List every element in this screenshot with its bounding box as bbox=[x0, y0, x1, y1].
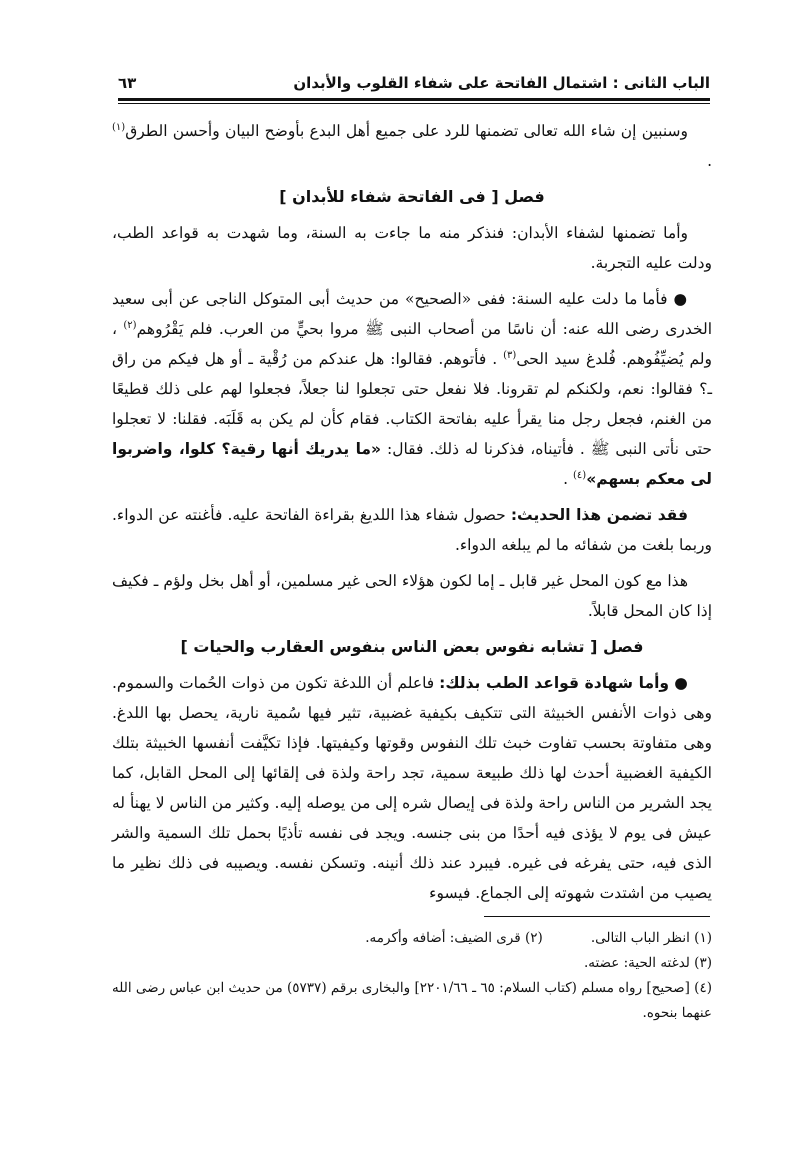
paragraph-1: وسنبين إن شاء الله تعالى تضمنها للرد على جميع أهل البدع بأوضح البيان وأحسن الطرق$^{(١)}$ . bbox=[112, 121, 712, 170]
section-heading-1: فصل [ فى الفاتحة شفاء للأبدان ] bbox=[279, 187, 545, 206]
paragraph-3: ● فأما ما دلت عليه السنة: ففى «الصحيح» من حديث أبى المتوكل الناجى عن أبى سعيد الخدرى رضى الله عنه: أن ناسًا من أصحاب النبى ﷺ مروا بحيٍّ من العرب. فلم يَقْرُوهم$^{(٢)}$ ، ولم يُضيِّفُوهم. فُلدغ سيد الحى$^{(٣)}$ . فأتوهم. فقالوا: هل عندكم من رُقْية ـ أو هل فيكم من راق ـ؟ فقالوا: نعم، ولكنكم لم تقرونا. فلا نفعل حتى تجعلوا لنا جعلاً، فجعلوا لهم على ذلك قطيعًا من الغنم، فجعل رجل منا يقرأ عليه بفاتحة الكتاب. فقام كأن لم يكن به قَلَبَه. فقلنا: لا تعجلوا حتى نأتى النبى ﷺ . فأتيناه، فذكرنا له ذلك. فقال: «ما يدريك أنها رقية؟ كلوا، واضربوا لى معكم بسهم»$^{(٤)}$ . bbox=[112, 290, 713, 488]
paragraph-2: وأما تضمنها لشفاء الأبدان: فنذكر منه ما جاءت به السنة، وما شهدت به قواعد الطب، ودلت عليه التجربة. bbox=[112, 224, 712, 272]
footnote-row bbox=[112, 926, 712, 951]
footnote-4: (٤) [صحيح] رواه مسلم (كتاب السلام: ٦٥ ـ ٢٢٠١/٦٦] والبخارى برقم (٥٧٣٧) من حديث ابن عباس رضى الله عنهما بنحوه. bbox=[112, 980, 712, 1021]
paragraph-5: هذا مع كون المحل غير قابل ـ إما لكون هؤلاء الحى غير مسلمين، أو أهل بخل ولؤم ـ فكيف إذا كان المحل قابلاً. bbox=[112, 572, 712, 620]
footnote-ref-2[interactable]: (٢) bbox=[123, 319, 137, 331]
header-rule-thick bbox=[118, 98, 710, 101]
footnote-1: (١) انظر الباب التالى. bbox=[590, 930, 712, 946]
header-rule-thin bbox=[118, 103, 710, 104]
footnote-3: (٣) لدغته الحية: عضته. bbox=[583, 955, 712, 971]
footnotes bbox=[112, 926, 712, 1026]
paragraph-6: ● وأما شهادة قواعد الطب بذلك: فاعلم أن اللدغة تكون من ذوات الحُمات والسموم. وهى ذوات الأنفس الخبيثة التى تتكيف بكيفية غضبية، تثير فيها سُمية نارية، يحصل بها اللدغ. وهى متفاوتة بحسب تفاوت خبث تلك النفوس وقوتها وكيفيتها. فإذا تكيَّفت أنفسها الخبيثة بتلك الكيفية الغضبية أحدث لها ذلك طبيعة سمية، تجد راحة ولذة فى إلقائها إلى المحل القابل، كما يجد الشرير من الناس راحة ولذة فى إيصال شره إلى من يوصله إليه. وكثير من الناس لا يهنأ له عيش فى يوم لا يؤذى فيه أحدًا من بنى جنسه. ويجد فى نفسه تأذيًا بحمل تلك السمية والشر الذى فيه، حتى يفرغه فى غيره. فيبرد عند ذلك أنينه. وتسكن نفسه. ويصيبه فى ذلك نظير ما يصيب من اشتدت شهوته إلى الجماع. فيسوء bbox=[112, 674, 712, 902]
footnote-ref-3[interactable]: (٣) bbox=[503, 349, 517, 361]
paragraph-4: فقد تضمن هذا الحديث: حصول شفاء هذا اللديغ بقراءة الفاتحة عليه. فأغنته عن الدواء. وربما بلغت من شفائه ما لم يبلغه الدواء. bbox=[112, 506, 712, 554]
section-heading-2: فصل [ تشابه نفوس بعض الناس بنفوس العقارب والحيات ] bbox=[180, 637, 644, 656]
bullet-icon: ● bbox=[673, 290, 688, 308]
running-header bbox=[118, 72, 710, 94]
footnote-rule bbox=[484, 916, 710, 917]
bullet-icon: ● bbox=[674, 674, 688, 692]
footnote-2: (٢) قرى الضيف: أضافه وأكرمه. bbox=[365, 930, 543, 946]
footnote-ref-4[interactable]: (٤) bbox=[573, 469, 587, 481]
hadith-quote: «ما يدريك أنها رقية؟ كلوا، واضربوا لى معكم بسهم» bbox=[112, 440, 712, 488]
footnote-ref-1[interactable]: (١) bbox=[112, 121, 126, 133]
main-text bbox=[112, 116, 712, 914]
page-number: ٦٣ bbox=[118, 74, 137, 92]
chapter-title: الباب الثانى : اشتمال الفاتحة على شفاء القلوب والأبدان bbox=[293, 74, 710, 92]
